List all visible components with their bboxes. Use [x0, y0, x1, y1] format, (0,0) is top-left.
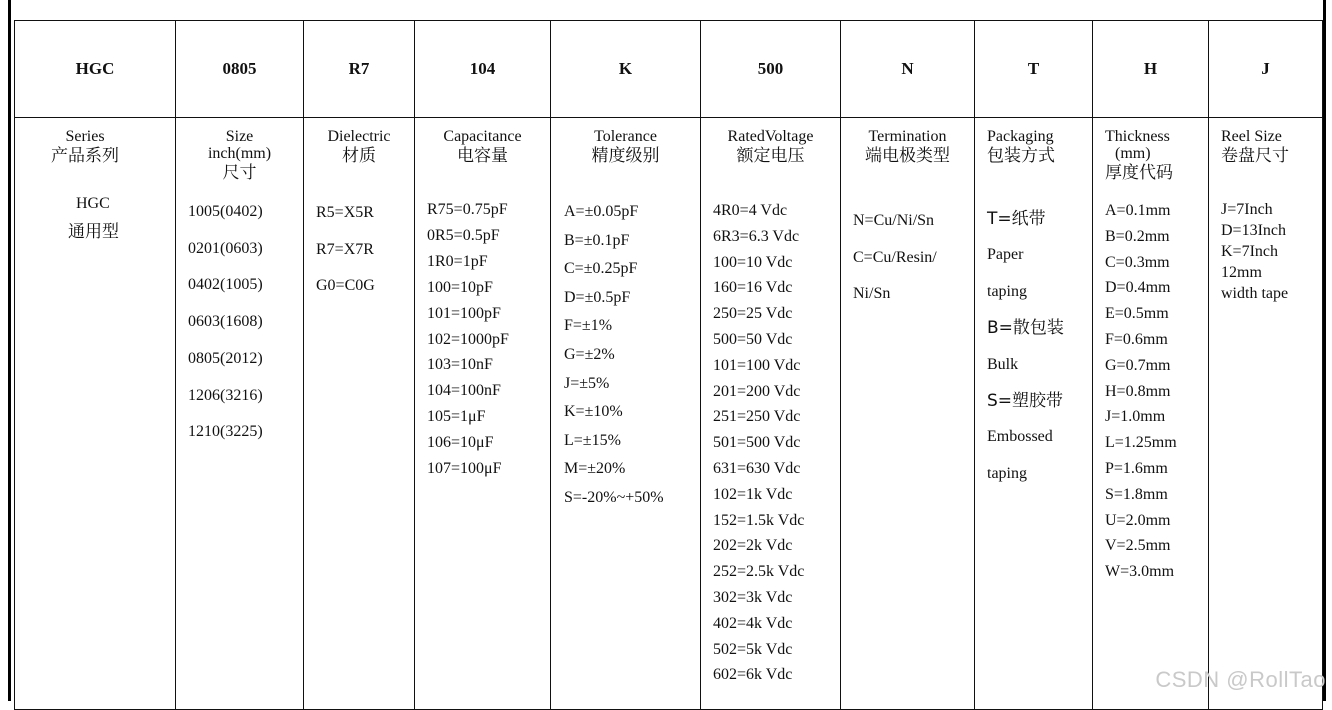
- thickness-value: U=2.0mm: [1105, 511, 1171, 529]
- voltage-column: [701, 118, 841, 710]
- size-title-en: Size: [225, 128, 254, 145]
- dielectric-title-en: Dielectric: [327, 128, 391, 145]
- thickness-column: [1093, 118, 1209, 710]
- description-row: [15, 118, 1323, 710]
- packaging-value: taping: [987, 464, 1027, 482]
- code-reel: J: [1209, 21, 1323, 118]
- voltage-value: 602=6k Vdc: [713, 666, 793, 684]
- dielectric-value: G0=C0G: [316, 277, 375, 294]
- dielectric-column: [304, 118, 415, 710]
- size-title-en-unit: inch(mm): [207, 145, 272, 162]
- capacitance-title-zh: 电容量: [457, 146, 508, 166]
- tolerance-value: B=±0.1pF: [564, 231, 630, 249]
- code-header-row: [15, 21, 1323, 118]
- capacitance-column: [415, 118, 551, 710]
- series-column: [15, 118, 176, 710]
- thickness-value: D=0.4mm: [1105, 279, 1171, 297]
- reel-column: [1209, 118, 1323, 710]
- voltage-value: 501=500 Vdc: [713, 434, 801, 452]
- voltage-value: 201=200 Vdc: [713, 382, 801, 400]
- capacitance-value: 104=100nF: [427, 382, 501, 400]
- packaging-title-zh: 包装方式: [987, 146, 1055, 166]
- dielectric-title-zh: 材质: [342, 146, 376, 166]
- thickness-value: L=1.25mm: [1105, 434, 1177, 452]
- thickness-value: F=0.6mm: [1105, 330, 1168, 348]
- code-packaging: T: [975, 21, 1093, 118]
- code-size: 0805: [176, 21, 304, 118]
- tolerance-value: M=±20%: [564, 460, 626, 478]
- series-title-en: Series: [65, 128, 105, 145]
- size-value: 1005(0402): [188, 203, 263, 220]
- size-value: 0805(2012): [188, 349, 263, 367]
- thickness-value: B=0.2mm: [1105, 227, 1170, 245]
- voltage-value: 100=10 Vdc: [713, 253, 793, 271]
- size-column: [176, 118, 304, 710]
- packaging-value: T=纸带: [987, 209, 1046, 229]
- voltage-value: 402=4k Vdc: [713, 614, 793, 632]
- voltage-value: 252=2.5k Vdc: [713, 563, 805, 581]
- capacitance-value: 102=1000pF: [427, 330, 509, 348]
- tolerance-value: G=±2%: [564, 345, 615, 363]
- code-dielectric: R7: [304, 21, 415, 118]
- tolerance-value: F=±1%: [564, 317, 613, 335]
- series-value: HGC: [76, 195, 110, 212]
- voltage-value: 302=3k Vdc: [713, 588, 793, 606]
- termination-title-en: Termination: [868, 128, 947, 145]
- reel-value: 12mm: [1221, 264, 1262, 281]
- thickness-value: G=0.7mm: [1105, 356, 1171, 374]
- voltage-value: 631=630 Vdc: [713, 459, 801, 477]
- voltage-value: 202=2k Vdc: [713, 537, 793, 555]
- tolerance-title-en: Tolerance: [594, 128, 657, 145]
- tolerance-value: C=±0.25pF: [564, 260, 638, 278]
- tolerance-value: K=±10%: [564, 403, 623, 421]
- tolerance-value: S=-20%~+50%: [564, 488, 664, 506]
- size-value: 0402(1005): [188, 276, 263, 294]
- tolerance-value: J=±5%: [564, 374, 610, 392]
- capacitance-value: 100=10pF: [427, 278, 493, 296]
- capacitance-value: 0R5=0.5pF: [427, 226, 500, 244]
- size-value: 0603(1608): [188, 313, 263, 331]
- voltage-value: 152=1.5k Vdc: [713, 511, 805, 529]
- tolerance-value: A=±0.05pF: [564, 203, 639, 220]
- thickness-value: H=0.8mm: [1105, 382, 1171, 400]
- code-thickness: H: [1093, 21, 1209, 118]
- code-tolerance: K: [551, 21, 701, 118]
- series-title-zh: 产品系列: [51, 146, 119, 166]
- thickness-value: S=1.8mm: [1105, 485, 1168, 503]
- voltage-title-zh: 额定电压: [736, 146, 805, 166]
- voltage-value: 102=1k Vdc: [713, 485, 793, 503]
- packaging-value: B=散包装: [987, 318, 1064, 339]
- reel-value: J=7Inch: [1221, 201, 1273, 218]
- size-value: 0201(0603): [188, 239, 263, 257]
- size-value: 1210(3225): [188, 423, 263, 441]
- packaging-value: S=塑胶带: [987, 391, 1064, 412]
- termination-value: C=Cu/Resin/: [853, 248, 937, 266]
- voltage-value: 250=25 Vdc: [713, 305, 793, 323]
- thickness-title-zh: 厚度代码: [1105, 163, 1173, 183]
- voltage-value: 101=100 Vdc: [713, 356, 801, 374]
- capacitance-value: 1R0=1pF: [427, 252, 488, 270]
- voltage-value: 500=50 Vdc: [713, 330, 793, 348]
- code-series: HGC: [15, 21, 176, 118]
- packaging-value: taping: [987, 282, 1027, 300]
- termination-title-zh: 端电极类型: [865, 146, 950, 166]
- code-voltage: 500: [701, 21, 841, 118]
- capacitance-value: 103=10nF: [427, 356, 493, 374]
- reel-title-en: Reel Size: [1221, 128, 1282, 145]
- reel-value: K=7Inch: [1221, 243, 1279, 260]
- code-capacitance: 104: [415, 21, 551, 118]
- series-value: 通用型: [68, 222, 119, 242]
- reel-value: D=13Inch: [1221, 222, 1287, 239]
- tolerance-column: [551, 118, 701, 710]
- thickness-value: E=0.5mm: [1105, 305, 1169, 323]
- voltage-value: 6R3=6.3 Vdc: [713, 227, 800, 245]
- capacitance-title-en: Capacitance: [443, 128, 522, 145]
- tolerance-title-zh: 精度级别: [591, 146, 660, 166]
- thickness-title-en: Thickness: [1105, 128, 1170, 145]
- capacitance-value: 105=1μF: [427, 408, 486, 426]
- packaging-value: Embossed: [987, 428, 1053, 446]
- watermark: CSDN @RollTao: [1155, 667, 1326, 692]
- packaging-title-en: Packaging: [987, 128, 1054, 145]
- thickness-title-en-unit: (mm): [1115, 145, 1151, 162]
- capacitance-value: 106=10μF: [427, 434, 494, 452]
- dielectric-value: R7=X7R: [316, 240, 374, 258]
- packaging-column: [975, 118, 1093, 710]
- code-termination: N: [841, 21, 975, 118]
- reel-value: width tape: [1221, 285, 1289, 302]
- capacitance-value: 107=100μF: [427, 460, 502, 478]
- dielectric-value: R5=X5R: [316, 204, 374, 221]
- capacitance-value: R75=0.75pF: [427, 201, 508, 218]
- capacitance-value: 101=100pF: [427, 304, 501, 322]
- thickness-value: J=1.0mm: [1105, 408, 1166, 426]
- voltage-value: 502=5k Vdc: [713, 640, 793, 658]
- thickness-value: W=3.0mm: [1105, 563, 1175, 581]
- packaging-value: Bulk: [987, 355, 1019, 373]
- thickness-value: V=2.5mm: [1105, 537, 1171, 555]
- packaging-value: Paper: [987, 246, 1024, 264]
- voltage-value: 160=16 Vdc: [713, 279, 793, 297]
- part-number-table: [14, 20, 1323, 710]
- thickness-value: P=1.6mm: [1105, 459, 1168, 477]
- termination-value: N=Cu/Ni/Sn: [853, 212, 935, 229]
- voltage-title-en: RatedVoltage: [727, 128, 814, 145]
- tolerance-value: L=±15%: [564, 431, 621, 449]
- termination-column: [841, 118, 975, 710]
- tolerance-value: D=±0.5pF: [564, 288, 631, 306]
- thickness-value: A=0.1mm: [1105, 202, 1171, 219]
- termination-value: Ni/Sn: [853, 285, 891, 302]
- voltage-value: 4R0=4 Vdc: [713, 202, 788, 219]
- reel-title-zh: 卷盘尺寸: [1221, 146, 1289, 166]
- thickness-value: C=0.3mm: [1105, 253, 1170, 271]
- size-title-zh: 尺寸: [222, 163, 257, 183]
- voltage-value: 251=250 Vdc: [713, 408, 801, 426]
- size-value: 1206(3216): [188, 386, 263, 404]
